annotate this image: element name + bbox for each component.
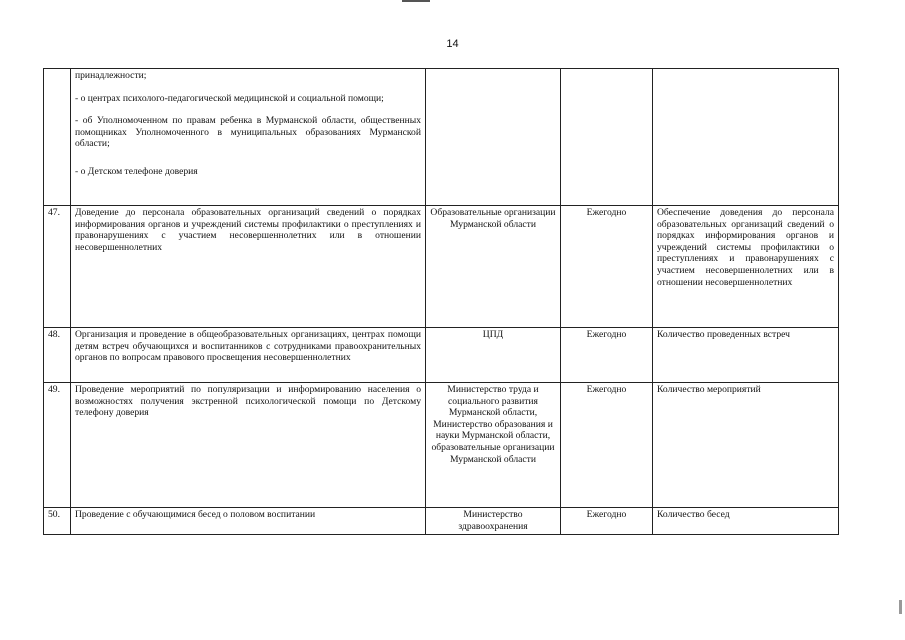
period-cell: Ежегодно (561, 328, 653, 383)
executor-cell: Министерство труда и социального развития Мурманской области, Министерство образования и науки Мурманской области, образовательные организации Мурманской области (426, 383, 561, 508)
row-number: 47. (44, 206, 71, 328)
result-cell: Количество проведенных встреч (653, 328, 839, 383)
result-cell (653, 69, 839, 206)
period-cell (561, 69, 653, 206)
period-cell: Ежегодно (561, 508, 653, 535)
period-cell: Ежегодно (561, 206, 653, 328)
result-cell: Обеспечение доведения до персонала образовательных организаций сведений о порядках информирования органов и учреждений системы профилактики о преступлениях и правонарушениях с участием несовершеннолетних или в отношении несовершеннолетних (653, 206, 839, 328)
table-row-47 (44, 206, 839, 328)
period-cell: Ежегодно (561, 383, 653, 508)
table-row-50 (44, 508, 839, 535)
executor-cell: Министерство здравоохранения (426, 508, 561, 535)
activity-line: - о Детском телефоне доверия (75, 165, 198, 177)
scan-edge-mark (899, 600, 902, 614)
scan-top-mark (402, 0, 430, 2)
row-number: 49. (44, 383, 71, 508)
table-row-49 (44, 383, 839, 508)
measures-table (43, 68, 839, 535)
result-cell: Количество бесед (653, 508, 839, 535)
executor-cell: Образовательные организации Мурманской области (426, 206, 561, 328)
table-row-48 (44, 328, 839, 383)
activity-line: - о центрах психолого-педагогической медицинской и социальной помощи; (75, 92, 384, 104)
row-number (44, 69, 71, 206)
result-cell: Количество мероприятий (653, 383, 839, 508)
row-number: 50. (44, 508, 71, 535)
page-number: 14 (446, 38, 459, 50)
activity-line: - об Уполномоченном по правам ребенка в Мурманской области, общественных помощниках Уполномоченного в муниципальных образованиях Мурманской области; (75, 115, 421, 150)
activity-cell: Проведение с обучающимися бесед о половом воспитании (71, 508, 426, 535)
activity-cell: Доведение до персонала образовательных организаций сведений о порядках информирования органов и учреждений системы профилактики о преступлениях и правонарушениях с участием несовершеннолетних или в отношении несовершеннолетних (71, 206, 426, 328)
activity-cell (71, 69, 426, 206)
table-row-continuation (44, 69, 839, 206)
executor-cell: ЦПД (426, 328, 561, 383)
row-number: 48. (44, 328, 71, 383)
executor-cell (426, 69, 561, 206)
activity-line: принадлежности; (75, 70, 147, 81)
activity-cell: Проведение мероприятий по популяризации и информированию населения о возможностях получения экстренной психологической помощи по Детскому телефону доверия (71, 383, 426, 508)
activity-cell: Организация и проведение в общеобразовательных организациях, центрах помощи детям встреч обучающихся и воспитанников с сотрудниками правоохранительных органов по вопросам правового просвещения несовершеннолетних (71, 328, 426, 383)
